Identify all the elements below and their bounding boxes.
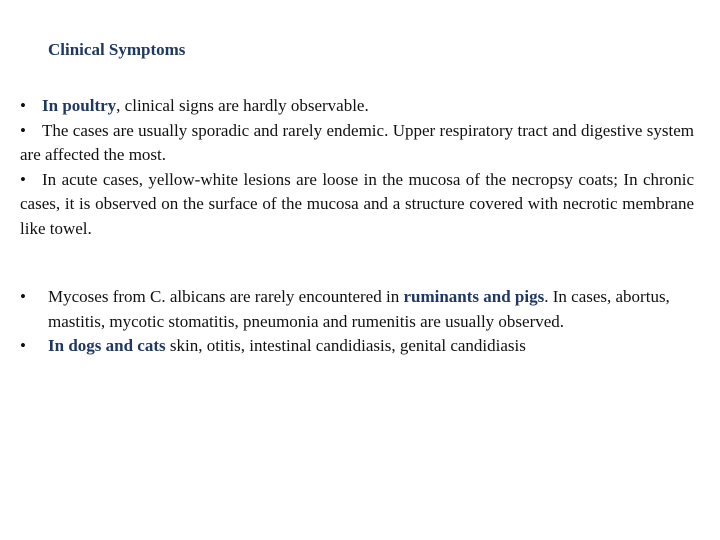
highlight-dogs-cats: In dogs and cats	[48, 336, 166, 355]
bullet-item-dogs-cats	[20, 334, 700, 359]
bullet-icon: •	[20, 120, 26, 140]
highlight-ruminants: ruminants and pigs	[403, 287, 545, 306]
bullet-icon: •	[20, 287, 26, 306]
bullet-item-poultry	[20, 94, 694, 119]
bullet-text: , clinical signs are hardly observable.	[116, 96, 369, 115]
bullet-text-pre: Mycoses from C. albicans are rarely encountered in	[48, 287, 404, 306]
bullet-text-post: skin, otitis, intestinal candidiasis, genital candidiasis	[165, 336, 526, 355]
bullet-text: In acute cases, yellow-white lesions are loose in the mucosa of the necropsy coats; In chronic cases, it is observed on the surface of the mucosa and a structure covered with necrotic membrane like towel.	[20, 169, 694, 238]
bullet-icon: •	[20, 336, 26, 355]
bullet-item-sporadic	[20, 119, 694, 168]
slide-title: Clinical Symptoms	[48, 40, 186, 59]
symptoms-block-poultry	[20, 94, 694, 241]
bullet-icon: •	[20, 169, 26, 189]
bullet-item-ruminants	[20, 285, 700, 334]
symptoms-block-mammals	[20, 285, 700, 359]
bullet-text: The cases are usually sporadic and rarely endemic. Upper respiratory tract and digestive system are affected the most.	[20, 120, 694, 164]
bullet-item-lesions	[20, 168, 694, 242]
highlight-poultry: In poultry	[42, 96, 117, 115]
bullet-text-post: . In cases, abortus, mastitis, mycotic stomatitis, pneumonia and rumenitis are usually observed.	[48, 287, 670, 331]
bullet-icon: •	[20, 96, 26, 115]
